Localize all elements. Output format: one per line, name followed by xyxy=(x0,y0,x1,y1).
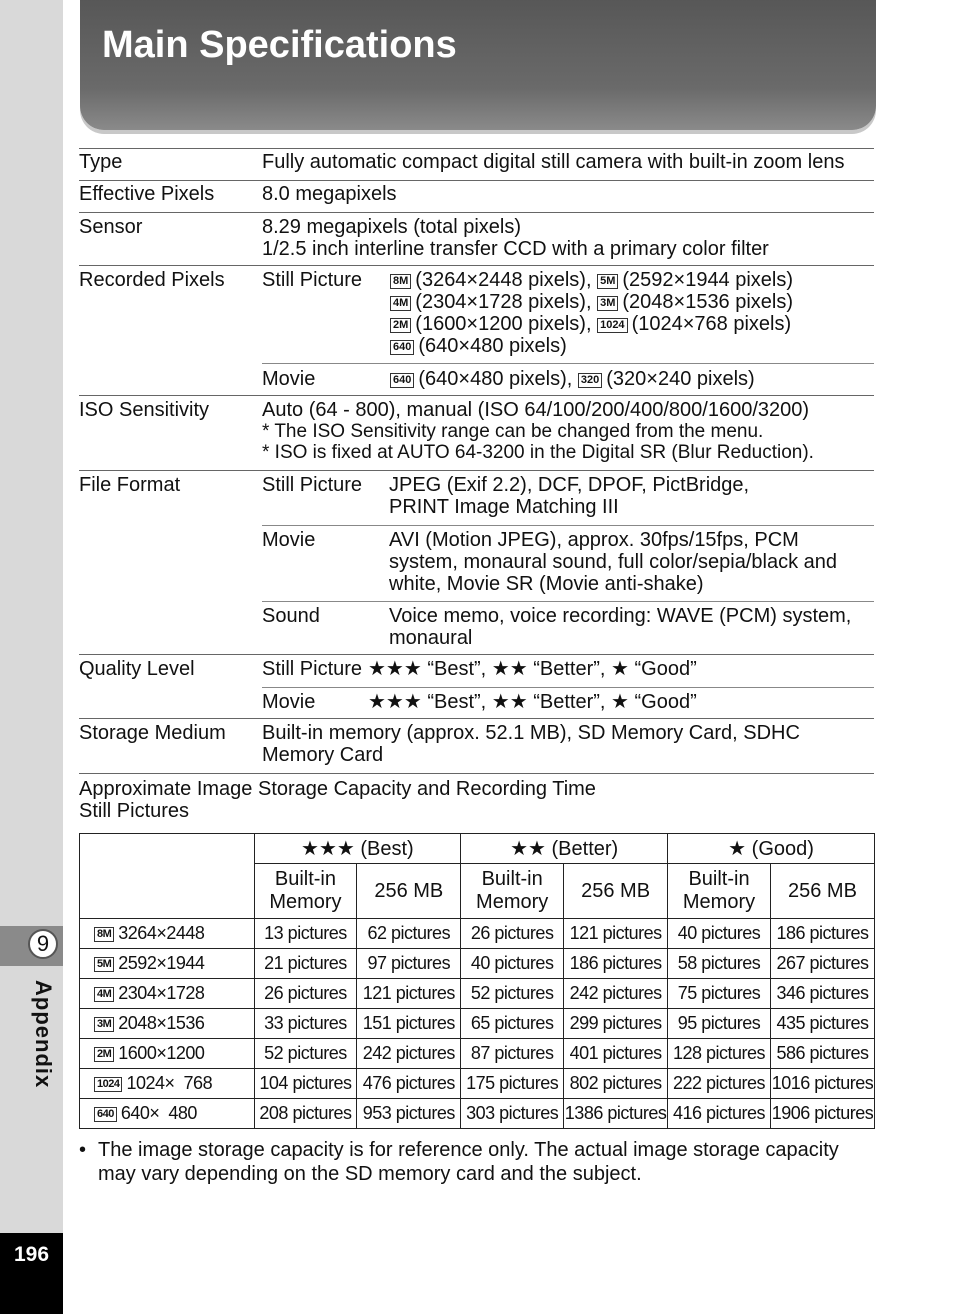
capacity-cell: 586 pictures xyxy=(770,1039,874,1069)
spec-type xyxy=(79,148,874,180)
iso-note: * The ISO Sensitivity range can be changed from the menu. xyxy=(262,421,764,442)
spec-label: ISO Sensitivity xyxy=(79,399,210,421)
resolution-cell xyxy=(80,979,255,1009)
sub-label: Sound xyxy=(262,605,320,627)
capacity-cell: 62 pictures xyxy=(357,919,461,949)
capacity-cell: 222 pictures xyxy=(668,1069,771,1099)
capacity-cell: 299 pictures xyxy=(564,1009,668,1039)
resolution-text: (1600×1200 pixels), xyxy=(415,313,592,335)
spec-label: File Format xyxy=(79,474,181,496)
sub-value: Voice memo, voice recording: WAVE (PCM) system, xyxy=(389,605,852,627)
card-header: 256 MB xyxy=(770,864,874,919)
table-row xyxy=(80,919,875,949)
format-movie xyxy=(262,525,874,602)
resolution-text: (640×480 pixels) xyxy=(418,335,567,357)
resolution-label: 640× 480 xyxy=(120,1103,197,1123)
sub-value: system, monaural sound, full color/sepia/black and xyxy=(389,551,838,573)
memory-header xyxy=(461,864,564,919)
sidebar xyxy=(0,0,63,1314)
capacity-cell: 151 pictures xyxy=(357,1009,461,1039)
spec-value: 8.0 megapixels xyxy=(262,183,397,205)
resolution-line xyxy=(390,368,874,390)
quality-header: ★★ (Better) xyxy=(461,834,668,864)
sub-label: Still Picture xyxy=(262,269,363,291)
resolution-text: (3264×2448 pixels), xyxy=(415,269,592,291)
memory-header xyxy=(668,864,771,919)
spec-label: Type xyxy=(79,151,123,173)
capacity-cell: 21 pictures xyxy=(254,949,357,979)
sub-label: Movie xyxy=(262,368,316,390)
table-row xyxy=(80,979,875,1009)
capacity-caption xyxy=(79,778,596,822)
resolution-line xyxy=(390,291,874,313)
capacity-cell: 104 pictures xyxy=(254,1069,357,1099)
resolution-mode-icon: 640 xyxy=(390,340,414,355)
footnote-text: The image storage capacity is for reference only. The actual image storage capacity may vary depending on the SD memory card and the subject. xyxy=(98,1139,839,1185)
sub-value: PRINT Image Matching III xyxy=(389,496,619,518)
sub-label: Movie xyxy=(262,529,316,551)
resolution-mode-icon: 8M xyxy=(94,927,114,942)
resolution-label: 2592×1944 xyxy=(118,953,205,973)
capacity-cell: 65 pictures xyxy=(461,1009,564,1039)
resolution-line xyxy=(390,269,874,291)
resolution-line xyxy=(390,335,874,357)
resolution-cell xyxy=(80,1099,255,1129)
resolution-cell xyxy=(80,919,255,949)
memory-header-line: Built-in xyxy=(274,868,336,890)
capacity-cell: 40 pictures xyxy=(668,919,771,949)
quality-movie xyxy=(262,687,874,719)
sub-value: monaural xyxy=(389,627,473,649)
sub-value: ★★★ “Best”, ★★ “Better”, ★ “Good” xyxy=(368,691,697,713)
capacity-cell: 128 pictures xyxy=(668,1039,771,1069)
capacity-cell: 1016 pictures xyxy=(770,1069,874,1099)
resolution-mode-icon: 4M xyxy=(390,296,411,311)
iso-note: * ISO is fixed at AUTO 64-3200 in the Digital SR (Blur Reduction). xyxy=(262,442,814,463)
resolution-cell xyxy=(80,1069,255,1099)
memory-header-line: Memory xyxy=(682,891,756,913)
capacity-cell: 52 pictures xyxy=(254,1039,357,1069)
caption-line: Approximate Image Storage Capacity and Recording Time xyxy=(79,778,596,800)
spec-value: Memory Card xyxy=(262,744,384,766)
resolution-line xyxy=(390,313,874,335)
resolution-label: 2048×1536 xyxy=(118,1013,205,1033)
sub-value: JPEG (Exif 2.2), DCF, DPOF, PictBridge, xyxy=(389,474,750,496)
chapter-label: Appendix xyxy=(31,980,56,1089)
spec-value: 1/2.5 inch interline transfer CCD with a primary color filter xyxy=(262,238,769,260)
spec-label: Effective Pixels xyxy=(79,183,215,205)
recorded-still-lines xyxy=(390,269,874,357)
resolution-text: (640×480 pixels), xyxy=(418,368,573,390)
page-number: 196 xyxy=(13,1243,50,1266)
recorded-movie-line xyxy=(390,368,874,390)
capacity-cell: 242 pictures xyxy=(564,979,668,1009)
resolution-mode-icon: 3M xyxy=(597,296,618,311)
table-row xyxy=(80,949,875,979)
spec-iso xyxy=(79,395,874,471)
capacity-cell: 267 pictures xyxy=(770,949,874,979)
resolution-mode-icon: 1024 xyxy=(597,318,627,333)
resolution-cell xyxy=(80,949,255,979)
resolution-mode-icon: 2M xyxy=(390,318,411,333)
resolution-mode-icon: 640 xyxy=(94,1107,117,1122)
spec-value: Built-in memory (approx. 52.1 MB), SD Memory Card, SDHC xyxy=(262,722,800,744)
capacity-cell: 40 pictures xyxy=(461,949,564,979)
capacity-cell: 208 pictures xyxy=(254,1099,357,1129)
resolution-mode-icon: 8M xyxy=(390,274,411,289)
chapter-number: 9 xyxy=(28,929,58,959)
capacity-cell: 75 pictures xyxy=(668,979,771,1009)
capacity-cell: 242 pictures xyxy=(357,1039,461,1069)
memory-header-line: Memory xyxy=(269,891,342,913)
card-header: 256 MB xyxy=(357,864,461,919)
resolution-label: 3264×2448 xyxy=(118,923,205,943)
capacity-cell: 121 pictures xyxy=(564,919,668,949)
recorded-still xyxy=(262,266,874,363)
spec-recorded-pixels xyxy=(79,265,874,396)
capacity-cell: 476 pictures xyxy=(357,1069,461,1099)
capacity-cell: 95 pictures xyxy=(668,1009,771,1039)
table-row xyxy=(80,1039,875,1069)
capacity-cell: 186 pictures xyxy=(564,949,668,979)
resolution-text: (2304×1728 pixels), xyxy=(415,291,592,313)
capacity-cell: 303 pictures xyxy=(461,1099,564,1129)
quality-still xyxy=(262,655,874,687)
resolution-mode-icon: 1024 xyxy=(94,1077,122,1092)
capacity-cell: 175 pictures xyxy=(461,1069,564,1099)
spec-effective-pixels xyxy=(79,180,874,212)
table-row xyxy=(80,1069,875,1099)
memory-header-line: Memory xyxy=(476,891,549,913)
spec-label: Recorded Pixels xyxy=(79,269,225,291)
capacity-cell: 97 pictures xyxy=(357,949,461,979)
resolution-label: 1600×1200 xyxy=(118,1043,205,1063)
resolution-mode-icon: 640 xyxy=(390,373,414,388)
capacity-cell: 121 pictures xyxy=(357,979,461,1009)
format-sound xyxy=(262,601,874,655)
capacity-cell: 953 pictures xyxy=(357,1099,461,1129)
sub-label: Still Picture xyxy=(262,474,363,496)
spec-value: Auto (64 - 800), manual (ISO 64/100/200/400/800/1600/3200) xyxy=(262,399,810,421)
capacity-cell: 401 pictures xyxy=(564,1039,668,1069)
quality-header: ★ (Good) xyxy=(668,834,875,864)
page-title: Main Specifications xyxy=(102,24,457,66)
capacity-cell: 33 pictures xyxy=(254,1009,357,1039)
resolution-mode-icon: 5M xyxy=(94,957,114,972)
resolution-text: (2048×1536 pixels) xyxy=(622,291,794,313)
memory-header-line: Built-in xyxy=(688,868,750,890)
recorded-movie xyxy=(262,363,874,396)
sub-value: white, Movie SR (Movie anti-shake) xyxy=(389,573,704,595)
capacity-cell: 802 pictures xyxy=(564,1069,668,1099)
resolution-text: (2592×1944 pixels) xyxy=(622,269,794,291)
spec-label: Sensor xyxy=(79,216,143,238)
spec-label: Storage Medium xyxy=(79,722,226,744)
capacity-cell: 87 pictures xyxy=(461,1039,564,1069)
resolution-cell xyxy=(80,1039,255,1069)
capacity-cell: 52 pictures xyxy=(461,979,564,1009)
spec-storage-medium xyxy=(79,718,874,774)
capacity-cell: 1906 pictures xyxy=(770,1099,874,1129)
resolution-mode-icon: 320 xyxy=(578,373,602,388)
bullet: • xyxy=(79,1139,87,1161)
resolution-mode-icon: 5M xyxy=(597,274,618,289)
sub-label: Still Picture xyxy=(262,658,363,680)
capacity-cell: 58 pictures xyxy=(668,949,771,979)
spec-sensor xyxy=(79,212,874,266)
table-row xyxy=(80,1009,875,1039)
capacity-cell: 26 pictures xyxy=(461,919,564,949)
resolution-label: 1024× 768 xyxy=(126,1073,213,1093)
resolution-mode-icon: 3M xyxy=(94,1017,114,1032)
capacity-cell: 435 pictures xyxy=(770,1009,874,1039)
spec-value: 8.29 megapixels (total pixels) xyxy=(262,216,522,238)
resolution-mode-icon: 4M xyxy=(94,987,114,1002)
capacity-cell: 186 pictures xyxy=(770,919,874,949)
caption-line: Still Pictures xyxy=(79,800,190,822)
quality-header: ★★★ (Best) xyxy=(254,834,461,864)
memory-header xyxy=(254,864,357,919)
capacity-cell: 13 pictures xyxy=(254,919,357,949)
capacity-table xyxy=(79,833,875,1129)
spec-quality-level xyxy=(79,654,874,719)
capacity-cell: 1386 pictures xyxy=(564,1099,668,1129)
format-still xyxy=(262,471,874,525)
resolution-text: (320×240 pixels) xyxy=(606,368,755,390)
resolution-mode-icon: 2M xyxy=(94,1047,114,1062)
sub-value: ★★★ “Best”, ★★ “Better”, ★ “Good” xyxy=(368,658,697,680)
spec-value: Fully automatic compact digital still camera with built-in zoom lens xyxy=(262,151,845,173)
memory-header-line: Built-in xyxy=(481,868,543,890)
table-row xyxy=(80,1099,875,1129)
corner-cell xyxy=(80,834,255,919)
resolution-cell xyxy=(80,1009,255,1039)
sub-value: AVI (Motion JPEG), approx. 30fps/15fps, PCM xyxy=(389,529,799,551)
capacity-cell: 26 pictures xyxy=(254,979,357,1009)
card-header: 256 MB xyxy=(564,864,668,919)
sub-label: Movie xyxy=(262,691,316,713)
capacity-cell: 346 pictures xyxy=(770,979,874,1009)
resolution-label: 2304×1728 xyxy=(118,983,205,1003)
spec-label: Quality Level xyxy=(79,658,195,680)
spec-file-format xyxy=(79,470,874,655)
capacity-cell: 416 pictures xyxy=(668,1099,771,1129)
resolution-text: (1024×768 pixels) xyxy=(631,313,792,335)
